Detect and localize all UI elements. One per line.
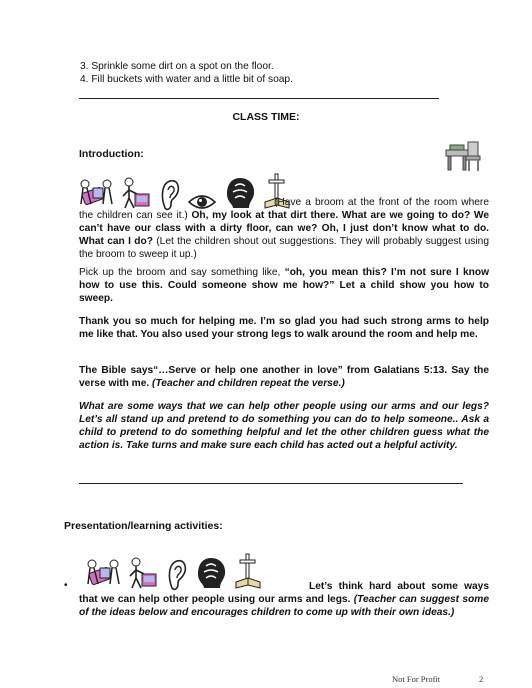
bullet-text [79, 580, 489, 619]
school-desk-icon [444, 140, 484, 179]
text-run: (Teacher can suggest some of the ideas below and encourages children to come up with their own ideas.) [79, 594, 489, 618]
text-run: The Bible says“…Serve or help one another in love” from Galatians 5:13. Say the verse with me. [79, 365, 489, 389]
presentation-heading: Presentation/learning activities: [64, 520, 223, 532]
list-item: 3. Sprinkle some dirt on a spot on the floor. [80, 61, 274, 72]
introduction-heading: Introduction: [79, 148, 144, 160]
list-item: 4. Fill buckets with water and a little bit of soap. [80, 74, 293, 85]
page-number: 2 [479, 674, 484, 684]
paragraph-intro [79, 196, 489, 261]
bullet-marker: • [64, 580, 68, 591]
paragraph-activity: What are some ways that we can help other people using our arms and our legs? Let’s all stand up and pretend to do something you can do to help someone.. Ask a child to pretend to do something helpful and let the other children guess what the action is. Take turns and make sure each child has acted out a helpful activity. [79, 401, 489, 451]
numbered-list [80, 60, 293, 86]
divider [79, 98, 439, 99]
paragraph-bible [79, 364, 489, 390]
paragraph-thanks: Thank you so much for helping me. I’m so glad you had such strong arms to help me like that. You also used your strong legs to walk around the room and help me. [79, 316, 489, 340]
text-run: (Let the children shout out suggestions. They will probably suggest using the broom to sweep it up.) [79, 236, 489, 260]
text-run: (Teacher and children repeat the verse.) [152, 378, 345, 389]
text-run: (Have a broom at the front of the room where the children can see it.) [79, 197, 489, 221]
text-run: Let’s think hard about some ways that we can help other people using our arms and legs. [79, 581, 489, 605]
text-run: Oh, my look at that dirt there. What are we going to do? We can’t have our class with a dirty floor, can we? Oh, I just don’t know what to do. What can I do? [79, 210, 489, 247]
section-heading: CLASS TIME: [232, 111, 300, 123]
paragraph-broom [79, 266, 489, 305]
divider [79, 483, 463, 484]
text-run: “oh, you mean this? I’m not sure I know how to use this. Could someone show me how?” Let a child show you how to sweep. [79, 267, 489, 304]
footer-note: Not For Profit [392, 674, 441, 684]
text-run: Pick up the broom and say something like, [79, 267, 285, 278]
